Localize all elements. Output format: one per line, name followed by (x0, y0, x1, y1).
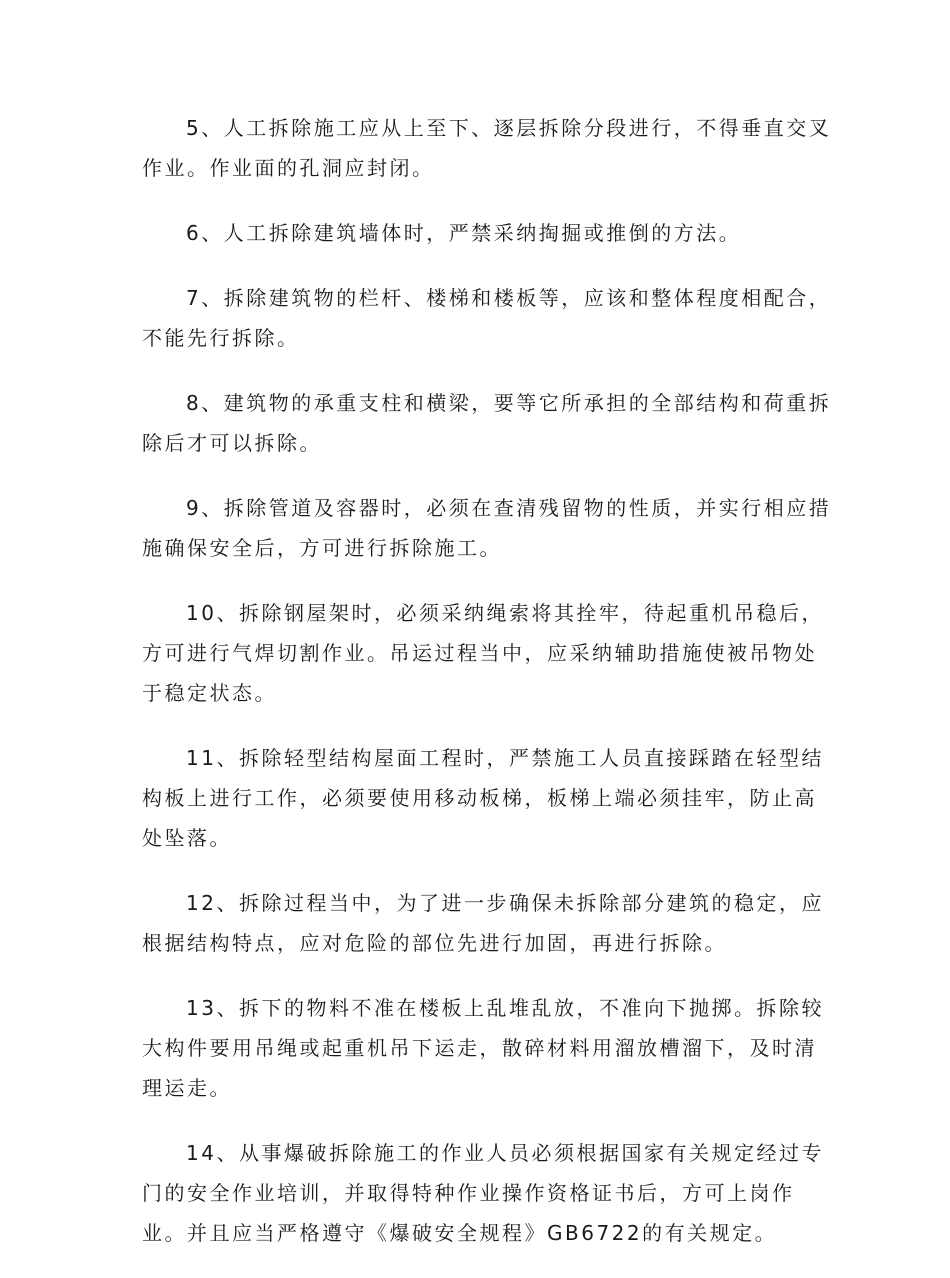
paragraph (142, 1133, 824, 1253)
text-line: 13、拆下的物料不准在楼板上乱堆乱放，不准向下抛掷。拆除较 (186, 996, 824, 1020)
paragraph (142, 593, 824, 713)
paragraph (142, 738, 824, 858)
text-line: 不能先行拆除。 (142, 326, 300, 350)
text-line: 9、拆除管道及容器时，必须在查清残留物的性质，并实行相应措 (186, 496, 832, 520)
text-line: 理运走。 (142, 1076, 232, 1100)
paragraph (142, 988, 824, 1108)
text-line: 大构件要用吊绳或起重机吊下运走，散碎材料用溜放槽溜下，及时清 (142, 1036, 817, 1060)
paragraph (142, 278, 832, 358)
text-line: 12、拆除过程当中，为了进一步确保未拆除部分建筑的稳定，应 (186, 891, 824, 915)
text-line: 方可进行气焊切割作业。吊运过程当中，应采纳辅助措施使被吊物处 (142, 641, 817, 665)
text-line: 8、建筑物的承重支柱和横梁，要等它所承担的全部结构和荷重拆 (186, 391, 832, 415)
text-line: 作业。作业面的孔洞应封闭。 (142, 156, 435, 180)
text-line: 于稳定状态。 (142, 681, 277, 705)
paragraph (142, 883, 824, 963)
text-line: 根据结构特点，应对危险的部位先进行加固，再进行拆除。 (142, 931, 727, 955)
text-line: 14、从事爆破拆除施工的作业人员必须根据国家有关规定经过专 (186, 1141, 824, 1165)
paragraph (142, 488, 832, 568)
text-line: 业。并且应当严格遵守《爆破安全规程》GB6722的有关规定。 (142, 1221, 778, 1245)
text-line: 7、拆除建筑物的栏杆、楼梯和楼板等，应该和整体程度相配合， (186, 286, 832, 310)
text-line: 门的安全作业培训，并取得特种作业操作资格证书后，方可上岗作 (142, 1181, 795, 1205)
text-line: 10、拆除钢屋架时，必须采纳绳索将其拴牢，待起重机吊稳后， (186, 601, 824, 625)
text-line: 5、人工拆除施工应从上至下、逐层拆除分段进行，不得垂直交叉 (186, 116, 832, 140)
paragraph (142, 213, 808, 253)
text-line: 施确保安全后，方可进行拆除施工。 (142, 536, 502, 560)
text-line: 除后才可以拆除。 (142, 431, 322, 455)
text-line: 11、拆除轻型结构屋面工程时，严禁施工人员直接踩踏在轻型结 (186, 746, 824, 770)
text-line: 构板上进行工作，必须要使用移动板梯，板梯上端必须挂牢，防止高 (142, 786, 817, 810)
paragraph (142, 108, 832, 188)
text-line: 处坠落。 (142, 826, 232, 850)
text-line: 6、人工拆除建筑墙体时，严禁采纳掏掘或推倒的方法。 (186, 221, 742, 245)
paragraph (142, 383, 832, 463)
document-body (142, 108, 832, 1278)
